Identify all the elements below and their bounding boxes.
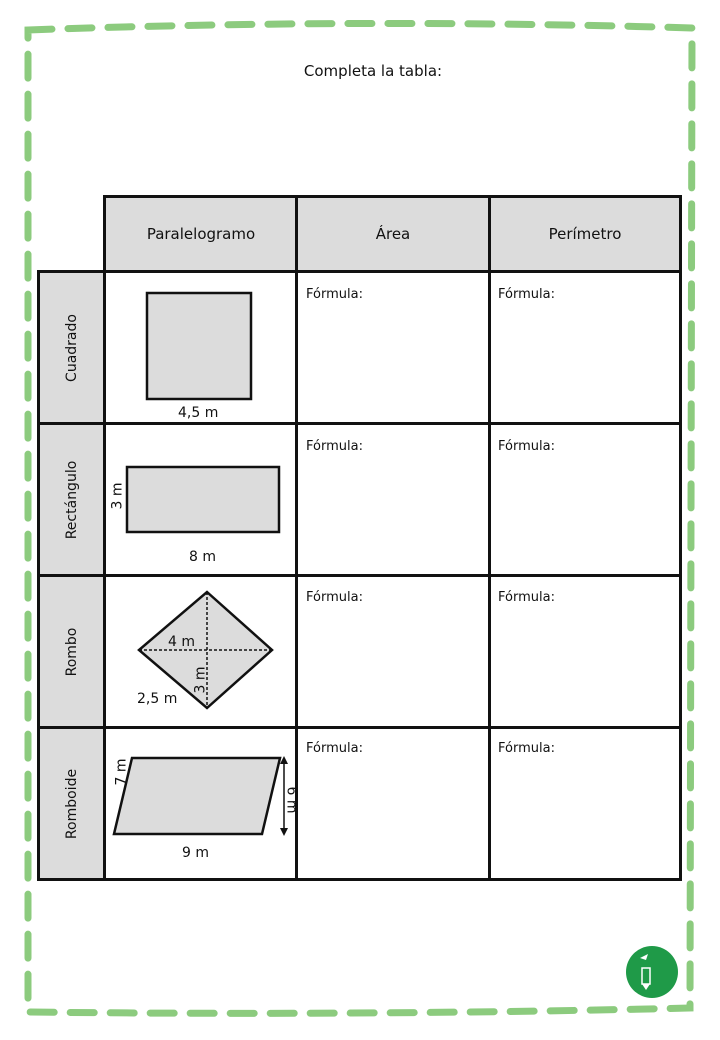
grid-line <box>103 195 106 881</box>
header-paralelogramo: Paralelogramo <box>106 197 296 271</box>
grid-line <box>37 422 682 425</box>
grid-line <box>488 195 491 881</box>
area-formula-label: Fórmula: <box>306 287 363 302</box>
grid-line <box>37 270 40 881</box>
square-shape <box>140 286 260 408</box>
header-perimetro: Perímetro <box>490 197 680 271</box>
perimeter-formula-label: Fórmula: <box>498 590 555 605</box>
row-label-romboide: Romboide <box>39 729 104 879</box>
grid-line <box>37 726 682 729</box>
grid-line <box>104 195 682 198</box>
rhomboid-base-label: 9 m <box>182 845 209 861</box>
perimeter-formula-label: Fórmula: <box>498 741 555 756</box>
orientacion-andujar-logo <box>626 946 678 998</box>
perimeter-formula-label: Fórmula: <box>498 287 555 302</box>
grid-line <box>679 195 682 881</box>
rectangle-base-label: 8 m <box>189 549 216 565</box>
rectangle-height-label: 3 m <box>109 482 126 510</box>
grid-line <box>37 878 682 881</box>
row-label-rectangulo: Rectángulo <box>39 425 104 575</box>
perimeter-formula-label: Fórmula: <box>498 439 555 454</box>
row-label-rombo: Rombo <box>39 577 104 727</box>
row-label-cuadrado: Cuadrado <box>39 272 104 423</box>
rhomboid-height-label: 6 m <box>283 786 300 814</box>
rhombus-side-label: 2,5 m <box>137 691 178 707</box>
header-area: Área <box>298 197 488 271</box>
rhombus-half-diagonal-label: 3 m <box>192 666 209 694</box>
worksheet-title: Completa la tabla: <box>303 62 443 80</box>
rhomboid-side-label: 7 m <box>113 758 130 786</box>
square-side-label: 4,5 m <box>178 405 219 421</box>
grid-line <box>37 270 682 273</box>
rhombus-diagonal-label: 4 m <box>168 634 195 650</box>
area-formula-label: Fórmula: <box>306 590 363 605</box>
grid-line <box>295 195 298 881</box>
rhomboid-shape <box>110 752 294 840</box>
rectangle-shape <box>122 462 286 538</box>
area-formula-label: Fórmula: <box>306 439 363 454</box>
area-formula-label: Fórmula: <box>306 741 363 756</box>
grid-line <box>37 574 682 577</box>
